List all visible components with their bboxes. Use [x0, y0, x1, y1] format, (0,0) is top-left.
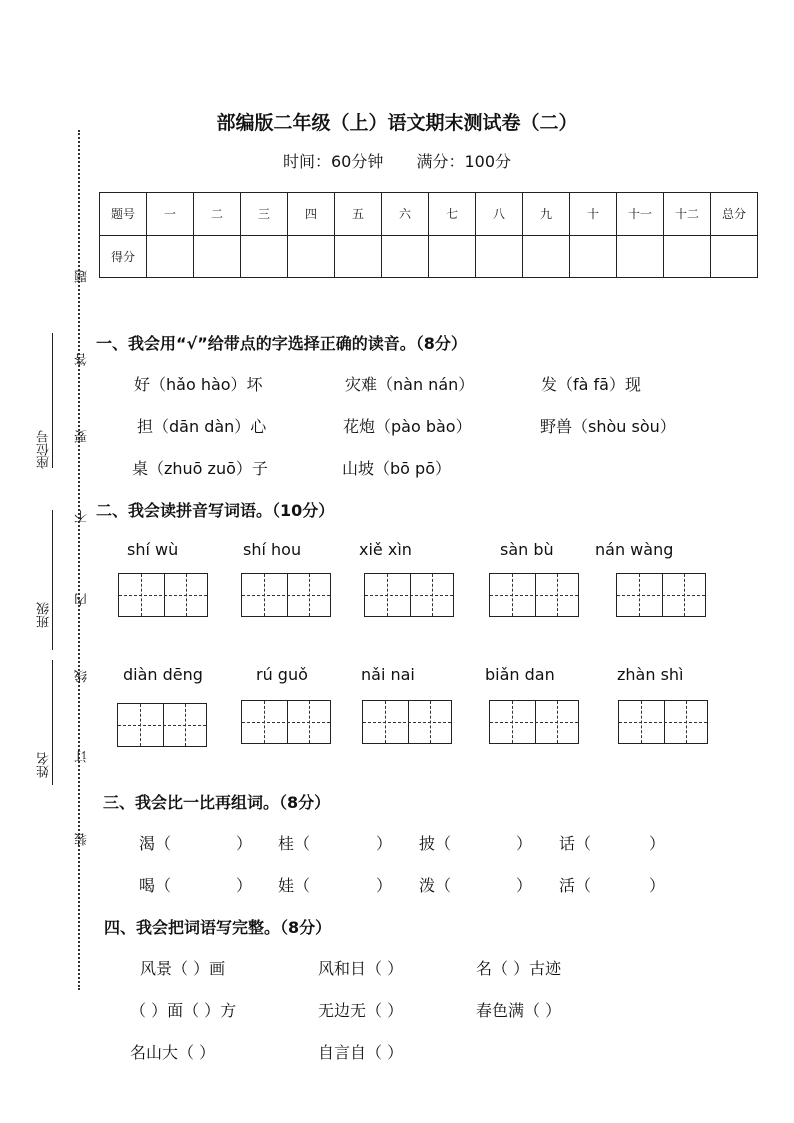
score-cell[interactable] [194, 235, 241, 278]
sec4-item[interactable]: 自言自（ ） [318, 1043, 404, 1062]
section-1-title: 一、我会用“√”给带点的字选择正确的读音。（8分） [96, 334, 467, 353]
score-table [99, 192, 758, 278]
sec3-close: ） [236, 876, 253, 895]
header-cell: 五 [335, 193, 382, 236]
score-cell[interactable] [241, 235, 288, 278]
page-title: 部编版二年级（上）语文期末测试卷（二） [216, 112, 578, 134]
class-line[interactable] [52, 510, 53, 650]
writing-grid[interactable] [362, 700, 452, 744]
writing-grid[interactable] [241, 700, 331, 744]
writing-grid[interactable] [117, 703, 207, 747]
score-cell[interactable] [570, 235, 617, 278]
pinyin-label: zhàn shì [617, 665, 684, 684]
pinyin-label: nán wàng [595, 540, 674, 559]
writing-grid[interactable] [118, 573, 208, 617]
header-cell: 八 [476, 193, 523, 236]
score-cell[interactable] [523, 235, 570, 278]
sec3-char: 话（ [559, 834, 592, 853]
pinyin-label: diàn dēng [123, 665, 203, 684]
sec3-close: ） [649, 834, 666, 853]
writing-grid[interactable] [489, 700, 579, 744]
seat-number-label: 座位号 [37, 430, 52, 469]
full-score-info: 满分：100分 [416, 152, 511, 171]
score-cell[interactable] [617, 235, 664, 278]
sec3-close: ） [376, 834, 393, 853]
margin-char: 内 [75, 593, 90, 606]
score-cell[interactable] [335, 235, 382, 278]
writing-grid[interactable] [241, 573, 331, 617]
sec1-item[interactable]: 山坡（bō pō） [342, 459, 451, 478]
writing-grid[interactable] [364, 573, 454, 617]
name-label: 姓名 [37, 752, 52, 778]
score-table-header-row [100, 193, 758, 236]
section-2-title: 二、我会读拼音写词语。（10分） [96, 501, 335, 520]
header-cell: 十一 [617, 193, 664, 236]
pinyin-label: nǎi nai [361, 665, 415, 684]
pinyin-label: shí hou [243, 540, 302, 559]
sec3-close: ） [516, 834, 533, 853]
score-cell[interactable] [147, 235, 194, 278]
sec4-item[interactable]: 名（ ）古迹 [476, 959, 562, 978]
sec1-item[interactable]: 灾难（nàn nán） [345, 375, 475, 394]
sec1-item[interactable]: 好（hǎo hào）坏 [134, 375, 263, 394]
margin-char: 不 [75, 510, 90, 523]
sec1-item[interactable]: 发（fà fā）现 [541, 375, 641, 394]
header-cell: 四 [288, 193, 335, 236]
score-cell[interactable] [664, 235, 711, 278]
score-table-score-row [100, 235, 758, 278]
margin-char: 线 [75, 670, 90, 683]
exam-info [0, 149, 794, 172]
header-cell: 九 [523, 193, 570, 236]
pinyin-label: xiě xìn [359, 540, 412, 559]
header-cell: 三 [241, 193, 288, 236]
score-cell[interactable] [288, 235, 335, 278]
sec3-char: 喝（ [139, 876, 172, 895]
header-cell: 总分 [711, 193, 758, 236]
sec3-close: ） [236, 834, 253, 853]
score-cell[interactable] [476, 235, 523, 278]
sec3-close: ） [376, 876, 393, 895]
sec1-item[interactable]: 野兽（shòu sòu） [540, 417, 676, 436]
margin-char: 答 [75, 353, 90, 366]
margin-char: 装 [75, 833, 90, 846]
header-cell: 题号 [100, 193, 147, 236]
margin-char: 要 [75, 430, 90, 443]
header-cell: 一 [147, 193, 194, 236]
margin-char: 题 [75, 270, 90, 283]
sec3-close: ） [649, 876, 666, 895]
header-cell: 二 [194, 193, 241, 236]
pinyin-label: rú guǒ [256, 665, 308, 684]
header-cell: 六 [382, 193, 429, 236]
sec3-char: 活（ [559, 876, 592, 895]
margin-char: 订 [75, 750, 90, 763]
score-cell[interactable] [382, 235, 429, 278]
sec4-item[interactable]: 风景（ ）画 [140, 959, 226, 978]
sec1-item[interactable]: 桌（zhuō zuō）子 [132, 459, 268, 478]
sec4-item[interactable]: 风和日（ ） [318, 959, 404, 978]
writing-grid[interactable] [616, 573, 706, 617]
sec3-char: 娃（ [278, 876, 311, 895]
score-row-label: 得分 [100, 235, 147, 278]
sec4-item[interactable]: 名山大（ ） [130, 1043, 216, 1062]
header-cell: 十二 [664, 193, 711, 236]
sec3-close: ） [516, 876, 533, 895]
score-cell[interactable] [429, 235, 476, 278]
time-info: 时间：60分钟 [282, 152, 384, 171]
header-cell: 十 [570, 193, 617, 236]
sec4-item[interactable]: 无边无（ ） [318, 1001, 404, 1020]
pinyin-label: biǎn dan [485, 665, 555, 684]
sec3-char: 披（ [419, 834, 452, 853]
header-cell: 七 [429, 193, 476, 236]
score-cell[interactable] [711, 235, 758, 278]
binding-dotted-line [78, 130, 80, 990]
pinyin-label: sàn bù [500, 540, 554, 559]
sec3-char: 渴（ [139, 834, 172, 853]
section-4-title: 四、我会把词语写完整。（8分） [104, 918, 332, 937]
sec3-char: 泼（ [419, 876, 452, 895]
sec1-item[interactable]: 担（dān dàn）心 [137, 417, 267, 436]
sec4-item[interactable]: （ ）面（ ）方 [130, 1001, 237, 1020]
sec1-item[interactable]: 花炮（pào bào） [343, 417, 472, 436]
section-3-title: 三、我会比一比再组词。（8分） [103, 793, 331, 812]
class-label: 班级 [37, 602, 52, 628]
writing-grid[interactable] [489, 573, 579, 617]
writing-grid[interactable] [618, 700, 708, 744]
sec3-char: 桂（ [278, 834, 311, 853]
sec4-item[interactable]: 春色满（ ） [476, 1001, 562, 1020]
pinyin-label: shí wù [127, 540, 179, 559]
